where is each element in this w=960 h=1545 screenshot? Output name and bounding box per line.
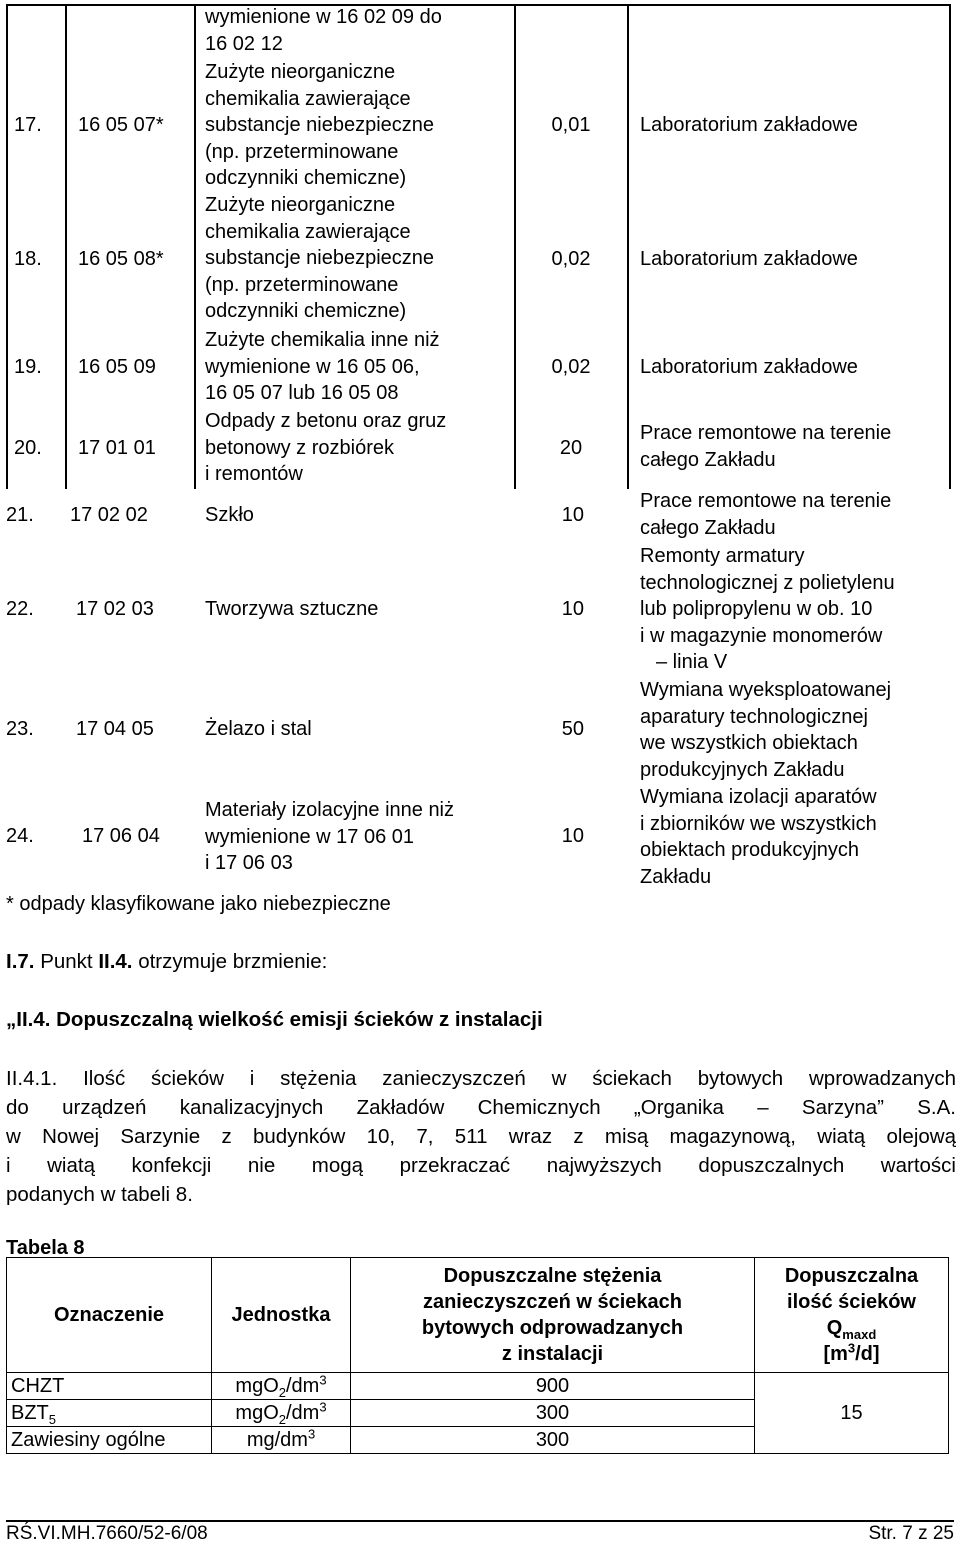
- waste-source-line: – linia V: [656, 651, 728, 673]
- footer-rule: [6, 1520, 954, 1522]
- table8-header-row: [7, 1258, 949, 1373]
- waste-desc-line: substancje niebezpieczne: [205, 114, 435, 136]
- footer-reference: RŚ.VI.MH.7660/52-6/08: [6, 1523, 208, 1544]
- waste-desc-line: betonowy z rozbiórek: [205, 436, 394, 459]
- table8-value: 300: [351, 1427, 755, 1454]
- waste-desc: Żelazo i stal: [205, 718, 312, 740]
- waste-source-line: Zakładu: [640, 865, 712, 888]
- waste-amount: 10: [561, 504, 584, 526]
- paragraph-line: podanych w tabeli 8.: [6, 1183, 193, 1206]
- waste-desc-line: Zużyte nieorganiczne: [205, 61, 396, 83]
- waste-source-line: aparatury technologicznej: [640, 705, 868, 728]
- unit-mid: /dm: [286, 1402, 320, 1424]
- table8-name: [7, 1427, 212, 1454]
- waste-source-line: całego Zakładu: [640, 516, 776, 539]
- table8-name: [7, 1400, 212, 1427]
- header-line: zanieczyszczeń w ściekach: [422, 1291, 683, 1313]
- waste-amount: 10: [561, 598, 584, 620]
- waste-source: [640, 488, 940, 541]
- waste-desc: Tworzywa sztuczne: [205, 598, 379, 620]
- param-sub: 5: [48, 1412, 57, 1427]
- unit-post: /d]: [855, 1343, 880, 1365]
- waste-code: 16 05 08*: [78, 248, 164, 270]
- header-line: bytowych odprowadzanych: [421, 1317, 684, 1339]
- unit-main: mgO: [235, 1402, 279, 1424]
- waste-desc-line: chemikalia zawierające: [205, 220, 411, 243]
- waste-lp: 22.: [6, 598, 34, 620]
- waste-desc-line: Materiały izolacyjne inne niż: [205, 799, 455, 821]
- waste-code: 17 02 03: [76, 598, 154, 620]
- section-i7-heading: [6, 950, 327, 974]
- waste-amount: 0,02: [551, 356, 591, 378]
- waste-source-line: i zbiorników we wszystkich: [640, 812, 877, 835]
- table8-header-ilosc: [755, 1258, 949, 1373]
- waste-source-line: Remonty armatury: [640, 545, 805, 567]
- table8-name: [7, 1373, 212, 1400]
- waste-source: Laboratorium zakładowe: [640, 356, 858, 378]
- section-i7-text-rest: otrzymuje brzmienie:: [132, 950, 328, 973]
- footer-page-number: Str. 7 z 25: [868, 1523, 954, 1544]
- waste-desc-line: wymienione w 16 05 06,: [205, 355, 420, 378]
- waste-source-line: Wymiana wyeksploatowanej: [640, 679, 892, 701]
- waste-desc-line: i remontów: [205, 463, 303, 485]
- q-subscript: maxd: [842, 1327, 877, 1342]
- waste-desc: [205, 192, 505, 325]
- waste-desc-line: Zużyte chemikalia inne niż: [205, 329, 440, 351]
- paragraph-line: i wiatą konfekcji nie mogą przekraczać najwyższych dopuszczalnych wartości: [6, 1154, 956, 1177]
- waste-desc: [205, 327, 505, 407]
- waste-desc-line: odczynniki chemiczne): [205, 167, 407, 189]
- unit-sub: 2: [278, 1385, 286, 1400]
- waste-amount: 20: [559, 437, 583, 459]
- waste-source: Laboratorium zakładowe: [640, 114, 858, 136]
- waste-source: Laboratorium zakładowe: [640, 248, 858, 270]
- waste-lp: 23.: [6, 718, 34, 740]
- paragraph-ii41: [6, 1064, 956, 1209]
- unit-pre: [m: [823, 1343, 848, 1365]
- paragraph-line: II.4.1. Ilość ścieków i stężenia zanieczyszczeń w ściekach bytowych wprowadzanych: [6, 1067, 956, 1090]
- waste-code: 16 05 09: [78, 356, 156, 378]
- table-row: [7, 1373, 949, 1400]
- header-line-q: [759, 1315, 944, 1341]
- unit-main: mgO: [235, 1375, 279, 1397]
- table-left-border: [6, 4, 8, 489]
- unit-sup: 3: [847, 1340, 856, 1356]
- waste-desc: [205, 59, 505, 192]
- param-name: CHZT: [11, 1375, 65, 1397]
- waste-lp: 20.: [14, 437, 42, 459]
- table8-value: 300: [351, 1400, 755, 1427]
- waste-source: [640, 420, 940, 473]
- unit-sup: 3: [319, 1399, 327, 1415]
- table8-unit: [212, 1373, 351, 1400]
- waste-source-line: i w magazynie monomerów: [640, 624, 883, 647]
- waste-source-line: technologicznej z polietylenu: [640, 571, 895, 594]
- waste-code: 17 06 04: [82, 825, 160, 847]
- waste-source-line: obiektach produkcyjnych: [640, 839, 860, 861]
- table8-header-stezenia: [351, 1258, 755, 1373]
- waste-desc-line: i 17 06 03: [205, 852, 293, 874]
- paragraph-line: w Nowej Sarzynie z budynków 10, 7, 511 wraz z misą magazynową, wiatą olejową: [6, 1125, 956, 1148]
- waste-desc-line: (np. przeterminowane: [205, 273, 399, 296]
- waste-desc: Szkło: [205, 504, 254, 526]
- waste-source-line: całego Zakładu: [640, 448, 776, 471]
- waste-desc: [205, 797, 505, 877]
- table8-unit: [212, 1400, 351, 1427]
- waste-desc-line: wymienione w 17 06 01: [205, 825, 415, 848]
- waste-source-line: we wszystkich obiektach: [640, 732, 858, 754]
- col-divider-code: [194, 4, 196, 489]
- waste-amount: 0,02: [551, 248, 591, 270]
- unit-sub: 2: [278, 1412, 286, 1427]
- waste-source: [640, 543, 950, 676]
- col-divider-lp: [65, 4, 67, 489]
- header-line: Dopuszczalna: [784, 1265, 919, 1287]
- paragraph-line: do urządzeń kanalizacyjnych Zakładów Chemicznych „Organika – Sarzyna” S.A.: [6, 1096, 956, 1119]
- param-name: BZT: [11, 1402, 49, 1424]
- waste-code: 17 01 01: [78, 437, 156, 459]
- waste-desc-line: 16 05 07 lub 16 05 08: [205, 382, 399, 404]
- table-right-border: [949, 4, 951, 489]
- waste-code: 16 05 07*: [78, 114, 164, 136]
- table8-value: 900: [351, 1373, 755, 1400]
- q-symbol: Q: [826, 1317, 843, 1339]
- table8-caption: Tabela 8: [6, 1237, 85, 1259]
- unit-sup: 3: [319, 1372, 327, 1388]
- param-name: Zawiesiny ogólne: [11, 1429, 166, 1451]
- unit-main: mg/dm: [246, 1429, 308, 1451]
- waste-desc-line: Zużyte nieorganiczne: [205, 194, 396, 216]
- waste-desc-line: chemikalia zawierające: [205, 87, 411, 110]
- waste-source-line: lub polipropylenu w ob. 10: [640, 598, 873, 620]
- waste-lp: 18.: [14, 248, 42, 270]
- table8: [6, 1257, 949, 1454]
- waste-desc-line: Odpady z betonu oraz gruz: [205, 410, 447, 432]
- waste-desc-line: wymienione w 16 02 09 do: [205, 6, 442, 28]
- waste-source-line: Prace remontowe na terenie: [640, 422, 892, 444]
- table8-header-oznaczenie: Oznaczenie: [7, 1258, 212, 1373]
- waste-amount: 10: [561, 825, 584, 847]
- table8-header-jednostka: Jednostka: [212, 1258, 351, 1373]
- header-line: z instalacji: [501, 1343, 604, 1365]
- header-line-unit: [759, 1341, 944, 1367]
- waste-desc: [205, 408, 505, 488]
- section-i7-text: Punkt: [34, 950, 99, 973]
- waste-code: 17 02 02: [70, 504, 148, 526]
- unit-mid: /dm: [286, 1375, 320, 1397]
- waste-amount: 50: [561, 718, 584, 740]
- waste-lp: 21.: [6, 504, 34, 526]
- waste-source: [640, 677, 950, 783]
- section-ii4-heading: „II.4. Dopuszczalną wielkość emisji ścieków z instalacji: [6, 1008, 543, 1031]
- section-i7-ref: II.4.: [98, 950, 133, 973]
- waste-desc-line: (np. przeterminowane: [205, 140, 399, 163]
- waste-desc-line: substancje niebezpieczne: [205, 247, 435, 269]
- waste-code: 17 04 05: [76, 718, 154, 740]
- waste-desc-line: 16 02 12: [205, 32, 283, 55]
- waste-source-line: Wymiana izolacji aparatów: [640, 786, 877, 808]
- col-divider-amount: [627, 4, 629, 489]
- waste-lp: 17.: [14, 114, 42, 136]
- unit-sup: 3: [307, 1426, 316, 1442]
- waste-lp: 19.: [14, 356, 42, 378]
- header-line: ilość ścieków: [787, 1291, 916, 1313]
- waste-source-line: Prace remontowe na terenie: [640, 490, 892, 512]
- hazardous-footnote: * odpady klasyfikowane jako niebezpieczne: [6, 893, 391, 915]
- waste-amount: 0,01: [551, 114, 591, 136]
- waste-lp: 24.: [6, 825, 34, 847]
- waste-source-line: produkcyjnych Zakładu: [640, 758, 845, 781]
- header-line: Dopuszczalne stężenia: [443, 1265, 662, 1287]
- table8-flow-value: 15: [755, 1373, 949, 1454]
- section-i7-number: I.7.: [6, 950, 35, 973]
- waste-source: [640, 784, 950, 890]
- waste-desc-line: odczynniki chemiczne): [205, 300, 407, 322]
- table8-unit: [212, 1427, 351, 1454]
- table-row: [205, 4, 505, 57]
